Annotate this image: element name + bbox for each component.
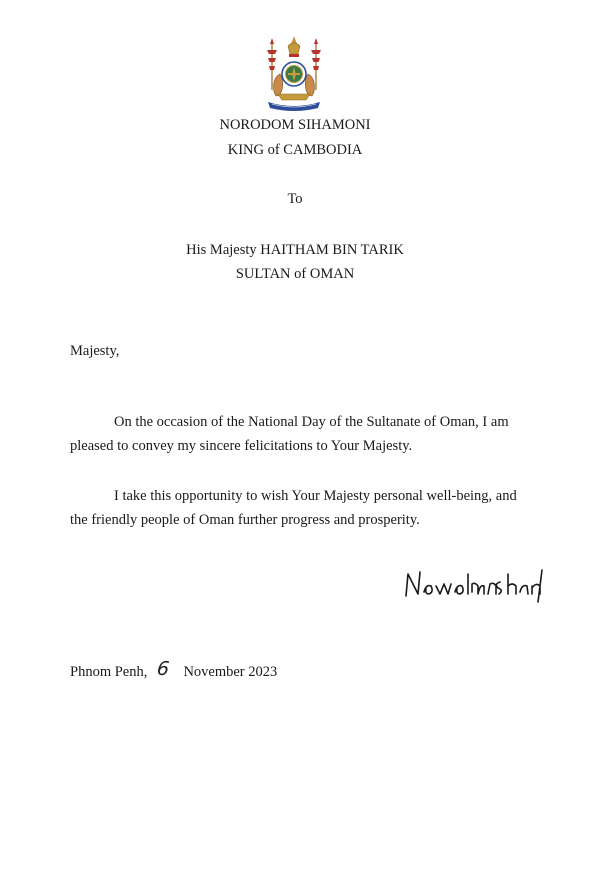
dateline bbox=[70, 660, 277, 682]
sender-title: KING of CAMBODIA bbox=[227, 142, 363, 158]
recipient-title: SULTAN of OMAN bbox=[235, 266, 355, 282]
royal-coat-of-arms-icon bbox=[258, 34, 330, 114]
salutation: Majesty, bbox=[70, 343, 120, 359]
body-paragraph-1: On the occasion of the National Day of the Sultanate of Oman, I am pleased to convey my sincere felicitations to Your Majesty. bbox=[70, 414, 509, 454]
dateline-day: 6 bbox=[156, 658, 171, 680]
handwritten-signature bbox=[398, 562, 548, 606]
dateline-month-year: November 2023 bbox=[183, 664, 278, 680]
sender-name: NORODOM SIHAMONI bbox=[219, 117, 371, 133]
recipient-name: His Majesty HAITHAM BIN TARIK bbox=[186, 242, 404, 258]
body-paragraph-2: I take this opportunity to wish Your Majesty personal well-being, and the friendly people of Oman further progress and prosperity. bbox=[70, 488, 517, 528]
to-label: To bbox=[287, 191, 303, 207]
dateline-place: Phnom Penh, bbox=[70, 664, 148, 680]
